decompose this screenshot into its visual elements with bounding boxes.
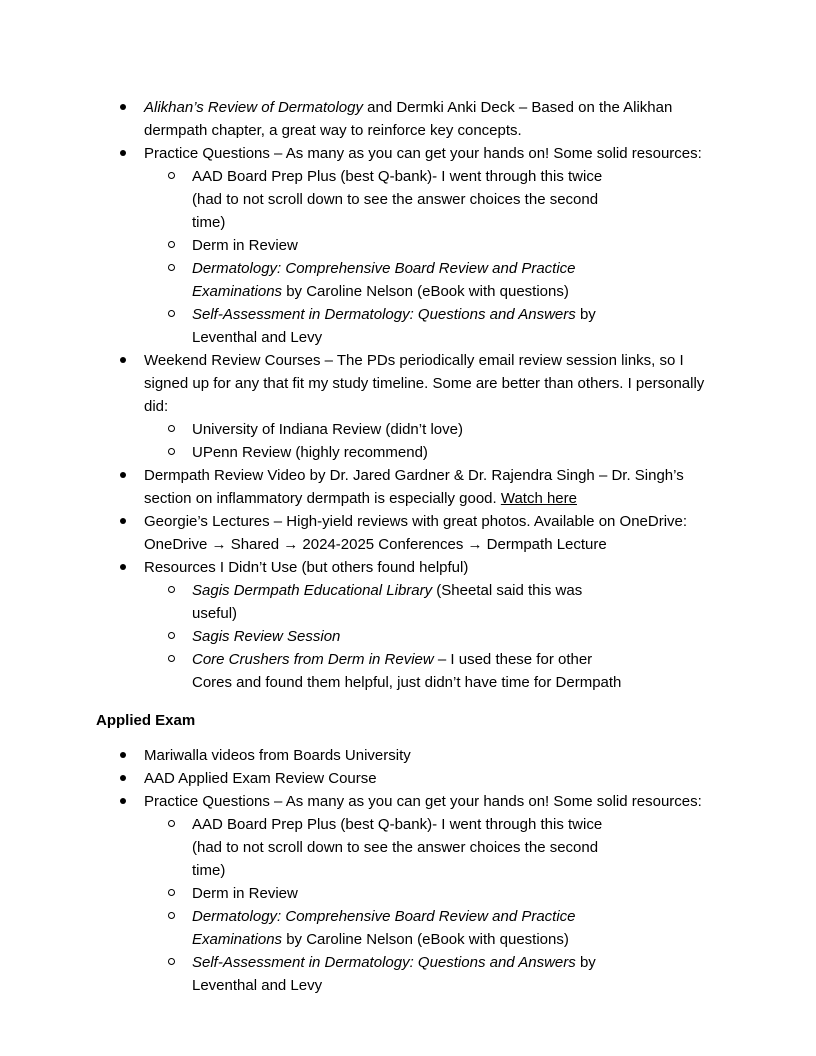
list-item-text: Dermpath Review Video by Dr. Jared Gardner & Dr. Rajendra Singh – Dr. Singh’s section on inflammatory dermpath is especially good. xyxy=(144,467,684,507)
list-item-text: by Leventhal and Levy xyxy=(192,954,596,994)
list-item xyxy=(0,142,816,349)
sub-list-item xyxy=(0,951,726,997)
board-resources-list xyxy=(0,96,816,694)
sub-list-item xyxy=(0,813,726,882)
list-item-text: Georgie’s Lectures – High-yield reviews with great photos. Available on OneDrive: OneDrive → Shared → 2024-2025 Conferences → Dermpath Lecture xyxy=(144,513,688,553)
sub-list-item xyxy=(0,882,726,905)
list-item-text: Sagis Review Session xyxy=(192,628,341,645)
list-item-text: Dermatology: Comprehensive Board Review and Practice Examinations xyxy=(192,908,576,948)
sub-list xyxy=(144,165,726,349)
sub-list-item xyxy=(0,257,726,303)
sub-list-item xyxy=(0,418,726,441)
sub-list xyxy=(144,418,726,464)
list-item-text: University of Indiana Review (didn’t love) xyxy=(192,421,463,438)
watch-here-link[interactable]: Watch here xyxy=(500,490,577,507)
sub-list-item xyxy=(0,579,726,625)
list-item-text: (Sheetal said this was useful) xyxy=(192,582,583,622)
list-item-text: Sagis Dermpath Educational Library xyxy=(192,582,433,599)
list-item-text: AAD Board Prep Plus (best Q-bank)- I went through this twice (had to not scroll down to see the answer choices the second time) xyxy=(192,168,603,231)
list-item-text: AAD Board Prep Plus (best Q-bank)- I went through this twice (had to not scroll down to see the answer choices the second time) xyxy=(192,816,603,879)
list-item-text: and Dermki Anki Deck – Based on the Alikhan dermpath chapter, a great way to reinforce key concepts. xyxy=(144,99,673,139)
sub-list-item xyxy=(0,625,726,648)
list-item-text: Resources I Didn’t Use (but others found helpful) xyxy=(144,559,469,576)
list-item-text: by Caroline Nelson (eBook with questions) xyxy=(282,931,569,948)
list-item-text: Weekend Review Courses – The PDs periodically email review session links, so I signed up for any that fit my study timeline. Some are better than others. I personally did: xyxy=(144,352,705,415)
list-item-text: Practice Questions – As many as you can get your hands on! Some solid resources: xyxy=(144,793,702,810)
sub-list xyxy=(144,813,726,997)
document-page xyxy=(0,96,816,997)
list-item xyxy=(0,744,816,767)
list-item xyxy=(0,96,816,142)
list-item-text: Dermatology: Comprehensive Board Review and Practice Examinations xyxy=(192,260,576,300)
list-item xyxy=(0,464,816,510)
applied-resources-list xyxy=(0,744,816,997)
list-item-text: – I used these for other Cores and found them helpful, just didn’t have time for Dermpath xyxy=(192,651,622,691)
section-heading-applied-exam: Applied Exam xyxy=(96,712,196,729)
list-item-text: by Caroline Nelson (eBook with questions) xyxy=(282,283,569,300)
sub-list xyxy=(144,579,726,694)
list-item xyxy=(0,510,816,556)
list-item-text: Mariwalla videos from Boards University xyxy=(144,747,411,764)
list-item-text: Derm in Review xyxy=(192,885,298,902)
list-item-text: AAD Applied Exam Review Course xyxy=(144,770,377,787)
sub-list-item xyxy=(0,905,726,951)
list-item xyxy=(0,790,816,997)
list-item-text: Self-Assessment in Dermatology: Questions and Answers xyxy=(192,306,576,323)
sub-list-item xyxy=(0,234,726,257)
list-item-text: Practice Questions – As many as you can get your hands on! Some solid resources: xyxy=(144,145,702,162)
list-item-text: by Leventhal and Levy xyxy=(192,306,596,346)
list-item-text: UPenn Review (highly recommend) xyxy=(192,444,428,461)
list-item xyxy=(0,349,816,464)
list-item-text: Core Crushers from Derm in Review xyxy=(192,651,434,668)
list-item xyxy=(0,767,816,790)
list-item-text: Derm in Review xyxy=(192,237,298,254)
sub-list-item xyxy=(0,303,726,349)
sub-list-item xyxy=(0,165,726,234)
list-item xyxy=(0,556,816,694)
sub-list-item xyxy=(0,648,726,694)
list-item-text: Alikhan’s Review of Dermatology xyxy=(144,99,363,116)
list-item-text: Self-Assessment in Dermatology: Questions and Answers xyxy=(192,954,576,971)
sub-list-item xyxy=(0,441,726,464)
